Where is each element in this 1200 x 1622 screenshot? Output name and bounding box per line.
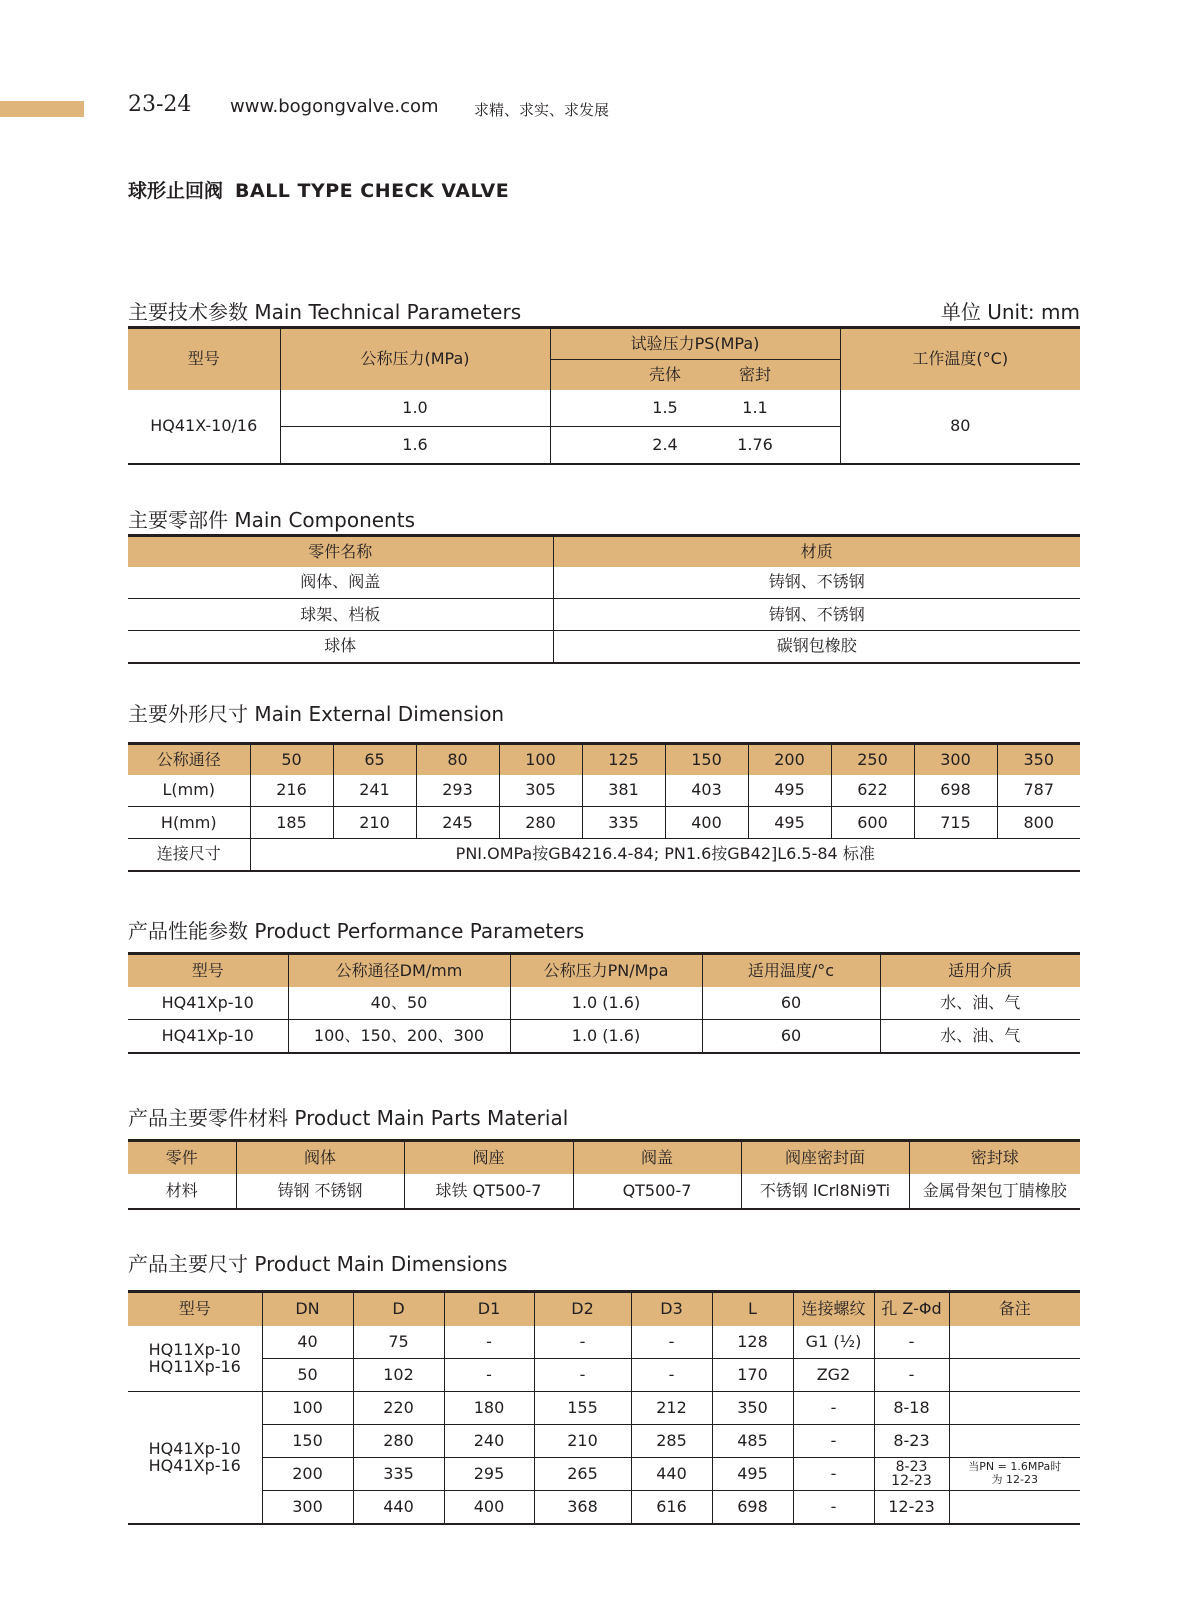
table-row bbox=[128, 987, 1080, 1020]
col-d3: D3 bbox=[631, 1292, 712, 1326]
page-title bbox=[128, 176, 509, 203]
col-bonnet: 阀盖 bbox=[573, 1141, 741, 1174]
l-cell: 495 bbox=[748, 775, 831, 807]
seat-cell: 球铁 QT500-7 bbox=[404, 1174, 573, 1209]
pressure-cell: 1.0 bbox=[280, 390, 550, 427]
d2-cell: - bbox=[534, 1359, 631, 1392]
col-d: D bbox=[353, 1292, 444, 1326]
hole-value-alt: 12-23 bbox=[891, 1473, 932, 1489]
test-cell bbox=[550, 427, 840, 464]
components-table bbox=[128, 534, 1080, 664]
components-title: 主要零部件 Main Components bbox=[128, 508, 415, 532]
table-row bbox=[128, 599, 1080, 631]
model-cell: HQ41Xp-10 bbox=[128, 1020, 288, 1053]
d1-cell: 180 bbox=[444, 1392, 534, 1425]
d3-cell: 285 bbox=[631, 1425, 712, 1458]
hole-value: 8-23 bbox=[895, 1459, 928, 1475]
model-group-1 bbox=[128, 1326, 262, 1392]
dn-header-cell: 150 bbox=[665, 744, 748, 775]
note-cell bbox=[949, 1392, 1080, 1425]
dimensions-title: 产品主要尺寸 Product Main Dimensions bbox=[128, 1252, 508, 1276]
d-cell: 220 bbox=[353, 1392, 444, 1425]
d1-cell: 240 bbox=[444, 1425, 534, 1458]
col-ball: 密封球 bbox=[909, 1141, 1080, 1174]
materials-table bbox=[128, 1139, 1080, 1210]
note-line: 当PN = 1.6MPa时 bbox=[968, 1460, 1062, 1474]
h-cell: 715 bbox=[914, 807, 997, 839]
technical-title-text: 主要技术参数 Main Technical Parameters bbox=[128, 300, 522, 324]
col-model: 型号 bbox=[128, 328, 280, 390]
d1-cell: 295 bbox=[444, 1458, 534, 1491]
title-cn: 球形止回阀 bbox=[128, 180, 224, 202]
thread-cell: - bbox=[793, 1425, 874, 1458]
l-cell: 241 bbox=[333, 775, 416, 807]
slogan: 求精、求实、求发展 bbox=[474, 101, 610, 119]
part-cell: 球架、档板 bbox=[128, 599, 553, 631]
d-cell: 280 bbox=[353, 1425, 444, 1458]
dn-cell: 150 bbox=[262, 1425, 353, 1458]
test-cell bbox=[550, 390, 840, 427]
performance-section bbox=[128, 917, 1080, 1054]
dn-header-cell: 80 bbox=[416, 744, 499, 775]
l-cell: 485 bbox=[712, 1425, 793, 1458]
d3-cell: - bbox=[631, 1359, 712, 1392]
d2-cell: - bbox=[534, 1326, 631, 1359]
table-row bbox=[128, 775, 1080, 807]
materials-section bbox=[128, 1104, 1080, 1210]
col-temp: 适用温度/°c bbox=[702, 954, 880, 987]
dn-cell: 40、50 bbox=[288, 987, 510, 1020]
col-l: L bbox=[712, 1292, 793, 1326]
l-cell: 787 bbox=[997, 775, 1080, 807]
bonnet-cell: QT500-7 bbox=[573, 1174, 741, 1209]
table-row bbox=[128, 1392, 1080, 1425]
table-row bbox=[128, 1458, 1080, 1491]
material-label-cell: 材料 bbox=[165, 1180, 198, 1200]
col-dn: 公称通径DM/mm bbox=[288, 954, 510, 987]
h-cell: 400 bbox=[665, 807, 748, 839]
thread-cell: G1 (½) bbox=[793, 1326, 874, 1359]
hole-cell: 12-23 bbox=[874, 1491, 949, 1524]
external-table bbox=[128, 742, 1080, 872]
dimensions-section bbox=[128, 1250, 1080, 1525]
d-cell: 440 bbox=[353, 1491, 444, 1524]
col-hole: 孔 Z-Φd bbox=[874, 1292, 949, 1326]
note-cell bbox=[949, 1491, 1080, 1524]
l-cell: 698 bbox=[712, 1491, 793, 1524]
table-row bbox=[128, 567, 1080, 599]
shell-value: 2.4 bbox=[652, 434, 678, 454]
hole-cell: - bbox=[874, 1359, 949, 1392]
note-cell bbox=[949, 1458, 1080, 1491]
col-part: 零件 bbox=[128, 1141, 236, 1174]
col-material: 材质 bbox=[553, 536, 1080, 567]
l-cell: 305 bbox=[499, 775, 582, 807]
unit-label: 单位 Unit: mm bbox=[940, 300, 1080, 324]
temp-cell: 60 bbox=[702, 987, 880, 1020]
dn-header-cell: 350 bbox=[997, 744, 1080, 775]
col-note: 备注 bbox=[949, 1292, 1080, 1326]
hole-cell: - bbox=[874, 1326, 949, 1359]
d1-cell: - bbox=[444, 1326, 534, 1359]
dn-header-cell: 65 bbox=[333, 744, 416, 775]
website-link[interactable]: www.bogongvalve.com bbox=[230, 96, 439, 117]
h-cell: 280 bbox=[499, 807, 582, 839]
medium-cell: 水、油、气 bbox=[880, 1020, 1080, 1053]
model-name: HQ11Xp-16 bbox=[148, 1357, 241, 1377]
col-seat: 阀座 bbox=[404, 1141, 573, 1174]
seal-value: 1.76 bbox=[737, 434, 773, 454]
table-row bbox=[128, 807, 1080, 839]
h-cell: 800 bbox=[997, 807, 1080, 839]
l-cell: 381 bbox=[582, 775, 665, 807]
l-cell: 170 bbox=[712, 1359, 793, 1392]
d2-cell: 210 bbox=[534, 1425, 631, 1458]
materials-title: 产品主要零件材料 Product Main Parts Material bbox=[128, 1106, 569, 1130]
col-pn: 公称压力PN/Mpa bbox=[510, 954, 702, 987]
dn-cell: 300 bbox=[262, 1491, 353, 1524]
model-cell: HQ41X-10/16 bbox=[150, 416, 258, 436]
h-cell: 245 bbox=[416, 807, 499, 839]
h-cell: 335 bbox=[582, 807, 665, 839]
col-medium: 适用介质 bbox=[880, 954, 1080, 987]
dn-cell: 40 bbox=[262, 1326, 353, 1359]
d1-cell: - bbox=[444, 1359, 534, 1392]
performance-title: 产品性能参数 Product Performance Parameters bbox=[128, 919, 585, 943]
seal-value: 1.1 bbox=[742, 397, 768, 417]
thread-cell: - bbox=[793, 1491, 874, 1524]
accent-bar bbox=[0, 101, 84, 117]
dn-cell: 200 bbox=[262, 1458, 353, 1491]
table-row bbox=[128, 1020, 1080, 1053]
d-cell: 75 bbox=[353, 1326, 444, 1359]
dn-header-cell: 250 bbox=[831, 744, 914, 775]
table-row bbox=[128, 631, 1080, 663]
model-name: HQ41Xp-16 bbox=[148, 1456, 241, 1476]
seat-face-cell: 不锈钢 lCrl8Ni9Ti bbox=[741, 1174, 909, 1209]
col-model: 型号 bbox=[128, 954, 288, 987]
note-line: 为 12-23 bbox=[991, 1473, 1038, 1486]
thread-cell: - bbox=[793, 1458, 874, 1491]
d1-cell: 400 bbox=[444, 1491, 534, 1524]
technical-section bbox=[128, 298, 1080, 465]
col-part: 零件名称 bbox=[128, 536, 553, 567]
table-row bbox=[128, 1326, 1080, 1359]
col-dn: DN bbox=[262, 1292, 353, 1326]
external-title: 主要外形尺寸 Main External Dimension bbox=[128, 702, 505, 726]
dimensions-table bbox=[128, 1290, 1080, 1525]
l-cell: 698 bbox=[914, 775, 997, 807]
d2-cell: 265 bbox=[534, 1458, 631, 1491]
d-cell: 102 bbox=[353, 1359, 444, 1392]
col-pressure: 公称压力(MPa) bbox=[280, 328, 550, 390]
row-label-connection: 连接尺寸 bbox=[128, 839, 250, 871]
d-cell: 335 bbox=[353, 1458, 444, 1491]
thread-cell: - bbox=[793, 1392, 874, 1425]
connection-cell: PNI.OMPa按GB4216.4-84; PN1.6按GB42]L6.5-84 标准 bbox=[250, 839, 1080, 871]
col-shell-seal bbox=[550, 360, 840, 390]
temp-cell: 60 bbox=[702, 1020, 880, 1053]
model-name: HQ41Xp-10 bbox=[148, 1438, 241, 1458]
technical-table bbox=[128, 326, 1080, 465]
dn-header-cell: 100 bbox=[499, 744, 582, 775]
l-cell: 403 bbox=[665, 775, 748, 807]
d3-cell: 212 bbox=[631, 1392, 712, 1425]
dn-header-cell: 200 bbox=[748, 744, 831, 775]
h-cell: 210 bbox=[333, 807, 416, 839]
note-cell bbox=[949, 1326, 1080, 1359]
page-number: 23-24 bbox=[128, 92, 192, 117]
row-label-h: H(mm) bbox=[128, 807, 250, 839]
part-cell: 阀体、阀盖 bbox=[300, 572, 381, 592]
table-row bbox=[128, 1425, 1080, 1458]
external-section bbox=[128, 700, 1080, 872]
l-cell: 622 bbox=[831, 775, 914, 807]
d2-cell: 368 bbox=[534, 1491, 631, 1524]
technical-title bbox=[128, 298, 1080, 326]
medium-cell: 水、油、气 bbox=[880, 987, 1080, 1020]
col-thread: 连接螺纹 bbox=[793, 1292, 874, 1326]
d3-cell: 616 bbox=[631, 1491, 712, 1524]
col-d1: D1 bbox=[444, 1292, 534, 1326]
col-temp: 工作温度(°C) bbox=[840, 328, 1080, 390]
col-seal: 密封 bbox=[738, 364, 771, 384]
dn-header-cell: 50 bbox=[250, 744, 333, 775]
l-cell: 293 bbox=[416, 775, 499, 807]
temp-cell: 80 bbox=[840, 390, 1080, 464]
l-cell: 495 bbox=[712, 1458, 793, 1491]
l-cell: 128 bbox=[712, 1326, 793, 1359]
performance-table bbox=[128, 952, 1080, 1054]
table-row bbox=[128, 1491, 1080, 1524]
col-test-pressure: 试验压力PS(MPa) bbox=[550, 328, 840, 360]
pn-cell: 1.0 (1.6) bbox=[510, 1020, 702, 1053]
part-cell: 球体 bbox=[128, 631, 553, 663]
row-label-l: L(mm) bbox=[162, 780, 216, 800]
col-seat-face: 阀座密封面 bbox=[741, 1141, 909, 1174]
note-cell bbox=[949, 1425, 1080, 1458]
col-body: 阀体 bbox=[236, 1141, 404, 1174]
dn-cell: 100、150、200、300 bbox=[288, 1020, 510, 1053]
title-en: BALL TYPE CHECK VALVE bbox=[235, 180, 510, 202]
pn-cell: 1.0 (1.6) bbox=[510, 987, 702, 1020]
dn-header-cell: 300 bbox=[914, 744, 997, 775]
material-cell: 铸钢、不锈钢 bbox=[553, 567, 1080, 599]
col-d2: D2 bbox=[534, 1292, 631, 1326]
hole-cell: 8-23 bbox=[874, 1425, 949, 1458]
d3-cell: - bbox=[631, 1326, 712, 1359]
model-cell: HQ41Xp-10 bbox=[161, 992, 254, 1012]
h-cell: 600 bbox=[831, 807, 914, 839]
table-row bbox=[128, 1359, 1080, 1392]
thread-cell: ZG2 bbox=[793, 1359, 874, 1392]
l-cell: 350 bbox=[712, 1392, 793, 1425]
table-row bbox=[128, 1174, 1080, 1209]
components-section bbox=[128, 506, 1080, 664]
dn-cell: 50 bbox=[262, 1359, 353, 1392]
dn-header-cell: 125 bbox=[582, 744, 665, 775]
dn-cell: 100 bbox=[262, 1392, 353, 1425]
material-cell: 铸钢、不锈钢 bbox=[553, 599, 1080, 631]
table-row bbox=[128, 390, 1080, 427]
pressure-cell: 1.6 bbox=[280, 427, 550, 464]
d2-cell: 155 bbox=[534, 1392, 631, 1425]
model-name: HQ11Xp-10 bbox=[148, 1339, 241, 1359]
note-cell bbox=[949, 1359, 1080, 1392]
hole-cell: 8-18 bbox=[874, 1392, 949, 1425]
model-group-2 bbox=[128, 1392, 262, 1524]
h-cell: 495 bbox=[748, 807, 831, 839]
ball-cell: 金属骨架包丁腈橡胶 bbox=[909, 1174, 1080, 1209]
l-cell: 216 bbox=[250, 775, 333, 807]
material-cell: 碳钢包橡胶 bbox=[553, 631, 1080, 663]
body-cell: 铸钢 不锈钢 bbox=[236, 1174, 404, 1209]
col-model: 型号 bbox=[128, 1292, 262, 1326]
hole-cell bbox=[874, 1458, 949, 1491]
shell-value: 1.5 bbox=[652, 397, 678, 417]
row-label-dn: 公称通径 bbox=[128, 744, 250, 775]
d3-cell: 440 bbox=[631, 1458, 712, 1491]
table-row bbox=[128, 839, 1080, 871]
col-shell: 壳体 bbox=[648, 364, 681, 384]
h-cell: 185 bbox=[250, 807, 333, 839]
